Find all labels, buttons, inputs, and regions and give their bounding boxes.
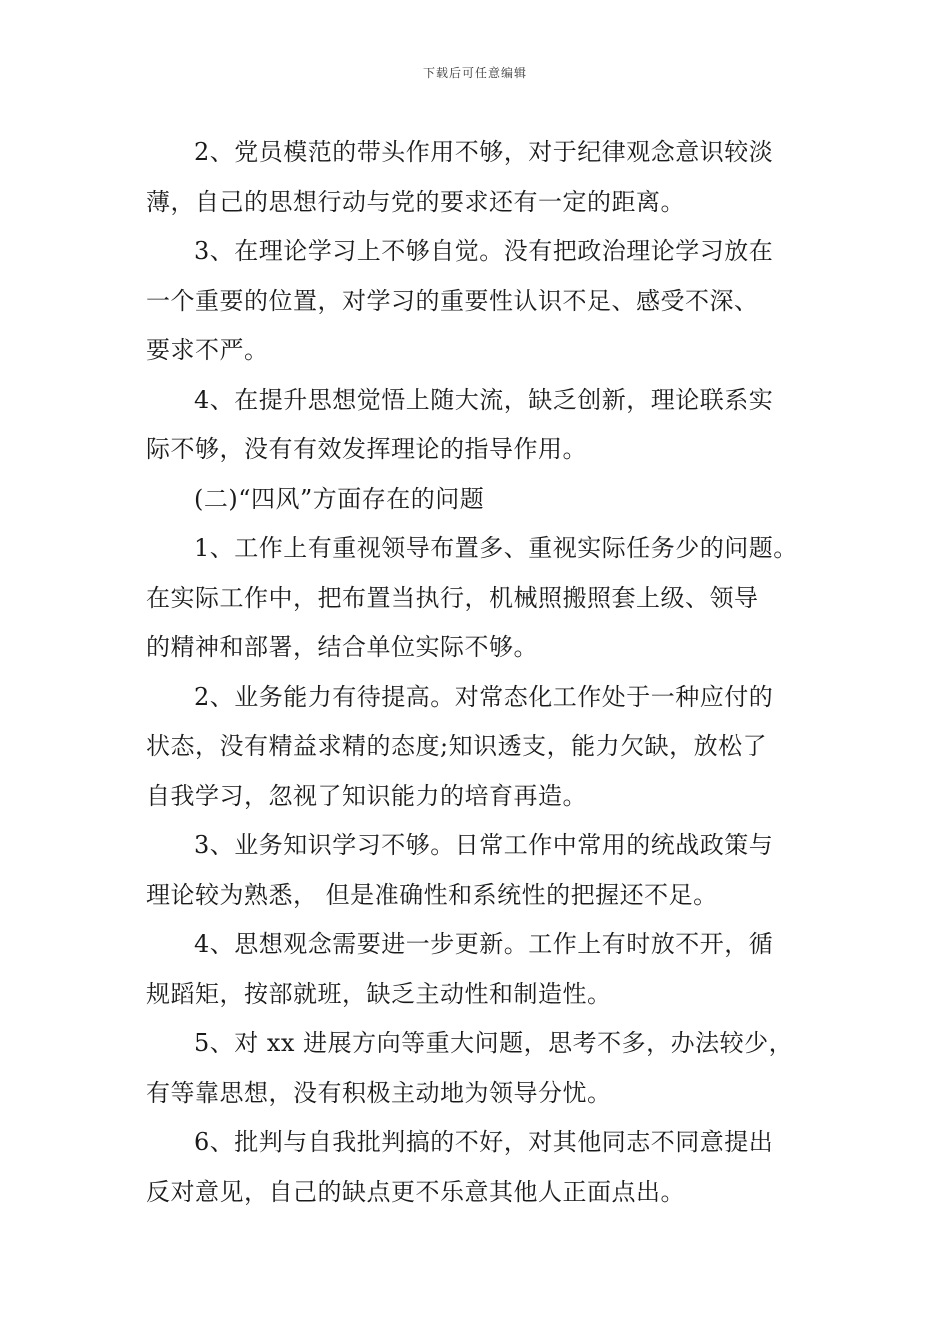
text-line: 在实际工作中，把布置当执行，机械照搬照套上级、领导 <box>146 583 759 612</box>
text-line: 3、在理论学习上不够自觉。没有把政治理论学习放在 <box>194 237 774 265</box>
text-line: 3、业务知识学习不够。日常工作中常用的统战政策与 <box>194 831 774 859</box>
text-line: 2、业务能力有待提高。对常态化工作处于一种应付的 <box>194 682 774 711</box>
text-line: 2、党员模范的带头作用不够，对于纪律观念意识较淡 <box>194 138 774 166</box>
text-line: 规蹈矩，按部就班，缺乏主动性和制造性。 <box>146 979 612 1008</box>
text-line: 4、思想观念需要进一步更新。工作上有时放不开，循 <box>194 930 774 958</box>
paragraph <box>146 128 806 227</box>
text-line: 状态，没有精益求精的态度;知识透支，能力欠缺，放松了 <box>146 732 768 760</box>
text-line: 际不够，没有有效发挥理论的指导作用。 <box>146 435 587 463</box>
document-body <box>146 128 806 1217</box>
text-line: 1、工作上有重视领导布置多、重视实际任务少的问题。 <box>194 534 798 562</box>
paragraph <box>146 920 806 1019</box>
text-line: 要求不严。 <box>146 336 269 364</box>
text-line: 有等靠思想，没有积极主动地为领导分忧。 <box>146 1078 612 1107</box>
paragraph <box>146 1118 806 1217</box>
paragraph <box>146 524 806 673</box>
paragraph <box>146 821 806 920</box>
text-line: 理论较为熟悉， 但是准确性和系统性的把握还不足。 <box>146 880 718 909</box>
text-line: 6、批判与自我批判搞的不好，对其他同志不同意提出 <box>194 1128 774 1156</box>
download-note: 下载后可任意编辑 <box>422 66 527 80</box>
section-heading <box>146 475 806 525</box>
text-line: (二)“四风”方面存在的问题 <box>194 484 485 513</box>
text-line: 5、对 xx 进展方向等重大问题，思考不多，办法较少， <box>194 1029 794 1057</box>
text-line: 4、在提升思想觉悟上随大流，缺乏创新，理论联系实 <box>194 385 774 414</box>
text-line: 自我学习，忽视了知识能力的培育再造。 <box>146 781 587 810</box>
text-line: 的精神和部署，结合单位实际不够。 <box>146 633 538 661</box>
paragraph <box>146 376 806 475</box>
paragraph <box>146 673 806 822</box>
text-line: 薄，自己的思想行动与党的要求还有一定的距离。 <box>146 187 685 216</box>
paragraph <box>146 227 806 376</box>
paragraph <box>146 1019 806 1118</box>
text-line: 反对意见，自己的缺点更不乐意其他人正面点出。 <box>146 1177 685 1206</box>
text-line: 一个重要的位置，对学习的重要性认识不足、感受不深、 <box>146 286 759 315</box>
